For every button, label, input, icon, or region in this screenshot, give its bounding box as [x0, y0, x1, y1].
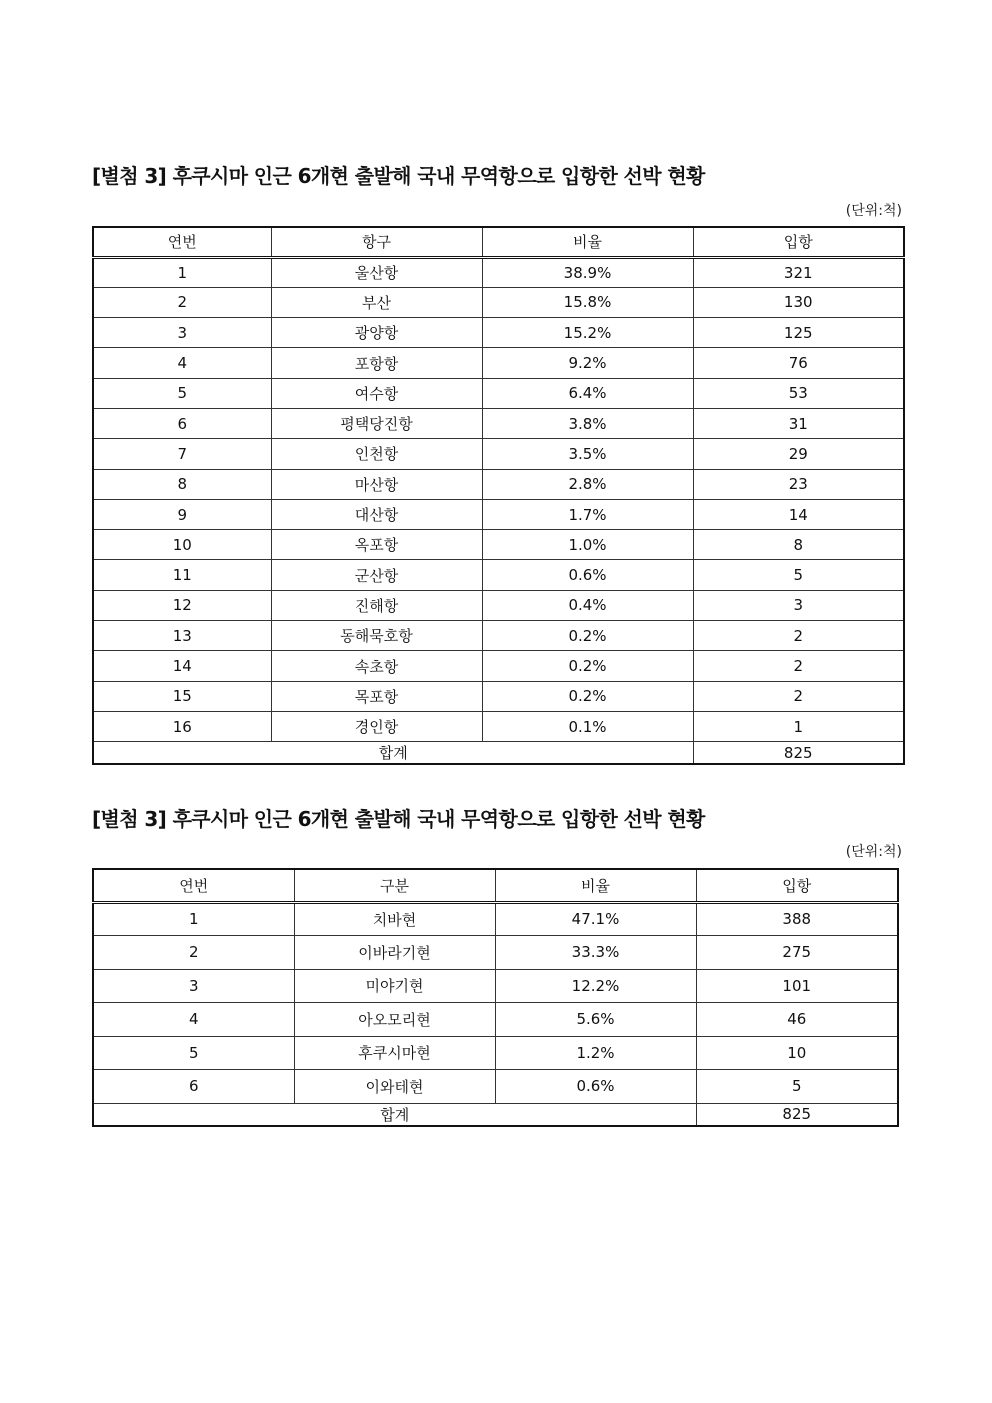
cell-name: 대산항 — [271, 499, 482, 529]
table-row — [93, 621, 904, 651]
cell-ratio: 2.8% — [482, 469, 693, 499]
table-row — [93, 318, 904, 348]
table-section-prefectures — [92, 803, 904, 1143]
header-cell-ratio: 비율 — [495, 869, 696, 902]
cell-ratio: 15.2% — [482, 318, 693, 348]
table-row — [93, 711, 904, 741]
table-row — [93, 590, 904, 620]
cell-number: 4 — [93, 1003, 294, 1037]
cell-name: 후쿠시마현 — [294, 1036, 495, 1070]
cell-name: 이와테현 — [294, 1070, 495, 1104]
header-row — [93, 227, 904, 257]
cell-arrivals: 101 — [696, 969, 898, 1003]
cell-arrivals: 23 — [693, 469, 904, 499]
cell-name: 포항항 — [271, 348, 482, 378]
table-row — [93, 408, 904, 438]
cell-number: 6 — [93, 408, 271, 438]
cell-name: 아오모리현 — [294, 1003, 495, 1037]
cell-number: 5 — [93, 378, 271, 408]
cell-ratio: 1.2% — [495, 1036, 696, 1070]
cell-arrivals: 3 — [693, 590, 904, 620]
cell-arrivals: 10 — [696, 1036, 898, 1070]
unit-label: (단위:척) — [845, 203, 902, 219]
table-row — [93, 969, 898, 1003]
cell-ratio: 15.8% — [482, 287, 693, 317]
table-row — [93, 348, 904, 378]
cell-number: 2 — [93, 287, 271, 317]
table-row — [93, 287, 904, 317]
table-row — [93, 469, 904, 499]
cell-arrivals: 76 — [693, 348, 904, 378]
cell-ratio: 5.6% — [495, 1003, 696, 1037]
cell-name: 여수항 — [271, 378, 482, 408]
cell-number: 4 — [93, 348, 271, 378]
total-row — [93, 1103, 898, 1126]
header-row — [93, 869, 898, 902]
cell-name: 군산항 — [271, 560, 482, 590]
cell-arrivals: 130 — [693, 287, 904, 317]
cell-number: 8 — [93, 469, 271, 499]
total-row — [93, 742, 904, 765]
table-row — [93, 257, 904, 287]
cell-number: 3 — [93, 318, 271, 348]
header-cell-port: 항구 — [271, 227, 482, 257]
cell-number: 1 — [93, 257, 271, 287]
cell-number: 5 — [93, 1036, 294, 1070]
total-label: 합계 — [93, 742, 693, 765]
ports-table — [92, 226, 905, 765]
prefectures-table — [92, 868, 899, 1127]
total-label: 합계 — [93, 1103, 696, 1126]
cell-name: 진해항 — [271, 590, 482, 620]
cell-number: 7 — [93, 439, 271, 469]
cell-ratio: 47.1% — [495, 902, 696, 936]
cell-arrivals: 388 — [696, 902, 898, 936]
cell-number: 10 — [93, 530, 271, 560]
cell-arrivals: 2 — [693, 621, 904, 651]
table-row — [93, 651, 904, 681]
header-cell-number: 연번 — [93, 869, 294, 902]
cell-name: 울산항 — [271, 257, 482, 287]
total-value: 825 — [696, 1103, 898, 1126]
cell-ratio: 1.0% — [482, 530, 693, 560]
cell-arrivals: 2 — [693, 681, 904, 711]
cell-arrivals: 5 — [696, 1070, 898, 1104]
cell-ratio: 9.2% — [482, 348, 693, 378]
cell-ratio: 3.8% — [482, 408, 693, 438]
cell-ratio: 0.6% — [495, 1070, 696, 1104]
cell-ratio: 6.4% — [482, 378, 693, 408]
table-row — [93, 530, 904, 560]
table-row — [93, 560, 904, 590]
cell-ratio: 0.2% — [482, 621, 693, 651]
header-cell-category: 구분 — [294, 869, 495, 902]
cell-ratio: 0.4% — [482, 590, 693, 620]
cell-number: 3 — [93, 969, 294, 1003]
cell-ratio: 0.2% — [482, 651, 693, 681]
header-cell-number: 연번 — [93, 227, 271, 257]
header-cell-ratio: 비율 — [482, 227, 693, 257]
cell-name: 치바현 — [294, 902, 495, 936]
cell-name: 광양항 — [271, 318, 482, 348]
cell-arrivals: 29 — [693, 439, 904, 469]
cell-arrivals: 321 — [693, 257, 904, 287]
cell-arrivals: 14 — [693, 499, 904, 529]
cell-arrivals: 2 — [693, 651, 904, 681]
cell-number: 15 — [93, 681, 271, 711]
table-section-ports — [92, 160, 904, 780]
cell-ratio: 1.7% — [482, 499, 693, 529]
cell-name: 동해묵호항 — [271, 621, 482, 651]
cell-arrivals: 5 — [693, 560, 904, 590]
cell-number: 6 — [93, 1070, 294, 1104]
table-title: [별첨 3] 후쿠시마 인근 6개현 출발해 국내 무역항으로 입항한 선박 현황 — [92, 164, 705, 188]
cell-number: 9 — [93, 499, 271, 529]
cell-name: 평택당진항 — [271, 408, 482, 438]
cell-ratio: 38.9% — [482, 257, 693, 287]
cell-ratio: 33.3% — [495, 936, 696, 970]
cell-name: 부산 — [271, 287, 482, 317]
cell-number: 11 — [93, 560, 271, 590]
cell-arrivals: 275 — [696, 936, 898, 970]
cell-arrivals: 53 — [693, 378, 904, 408]
cell-name: 경인항 — [271, 711, 482, 741]
cell-ratio: 0.6% — [482, 560, 693, 590]
cell-name: 미야기현 — [294, 969, 495, 1003]
cell-number: 14 — [93, 651, 271, 681]
cell-arrivals: 1 — [693, 711, 904, 741]
cell-number: 12 — [93, 590, 271, 620]
unit-label: (단위:척) — [845, 844, 902, 860]
table-row — [93, 1070, 898, 1104]
cell-name: 이바라기현 — [294, 936, 495, 970]
table-row — [93, 681, 904, 711]
prefectures-table-body — [93, 902, 898, 1103]
cell-name: 인천항 — [271, 439, 482, 469]
cell-ratio: 0.2% — [482, 681, 693, 711]
ports-table-body — [93, 257, 904, 742]
cell-arrivals: 46 — [696, 1003, 898, 1037]
cell-number: 13 — [93, 621, 271, 651]
cell-number: 16 — [93, 711, 271, 741]
cell-name: 목포항 — [271, 681, 482, 711]
cell-ratio: 0.1% — [482, 711, 693, 741]
cell-arrivals: 8 — [693, 530, 904, 560]
header-cell-arrivals: 입항 — [696, 869, 898, 902]
table-row — [93, 902, 898, 936]
cell-arrivals: 125 — [693, 318, 904, 348]
total-value: 825 — [693, 742, 904, 765]
cell-ratio: 12.2% — [495, 969, 696, 1003]
table-row — [93, 1003, 898, 1037]
table-row — [93, 439, 904, 469]
table-row — [93, 378, 904, 408]
cell-number: 2 — [93, 936, 294, 970]
cell-arrivals: 31 — [693, 408, 904, 438]
cell-name: 속초항 — [271, 651, 482, 681]
cell-name: 마산항 — [271, 469, 482, 499]
table-row — [93, 1036, 898, 1070]
table-title: [별첨 3] 후쿠시마 인근 6개현 출발해 국내 무역항으로 입항한 선박 현황 — [92, 807, 705, 831]
table-row — [93, 499, 904, 529]
table-row — [93, 936, 898, 970]
header-cell-arrivals: 입항 — [693, 227, 904, 257]
cell-ratio: 3.5% — [482, 439, 693, 469]
cell-name: 옥포항 — [271, 530, 482, 560]
cell-number: 1 — [93, 902, 294, 936]
